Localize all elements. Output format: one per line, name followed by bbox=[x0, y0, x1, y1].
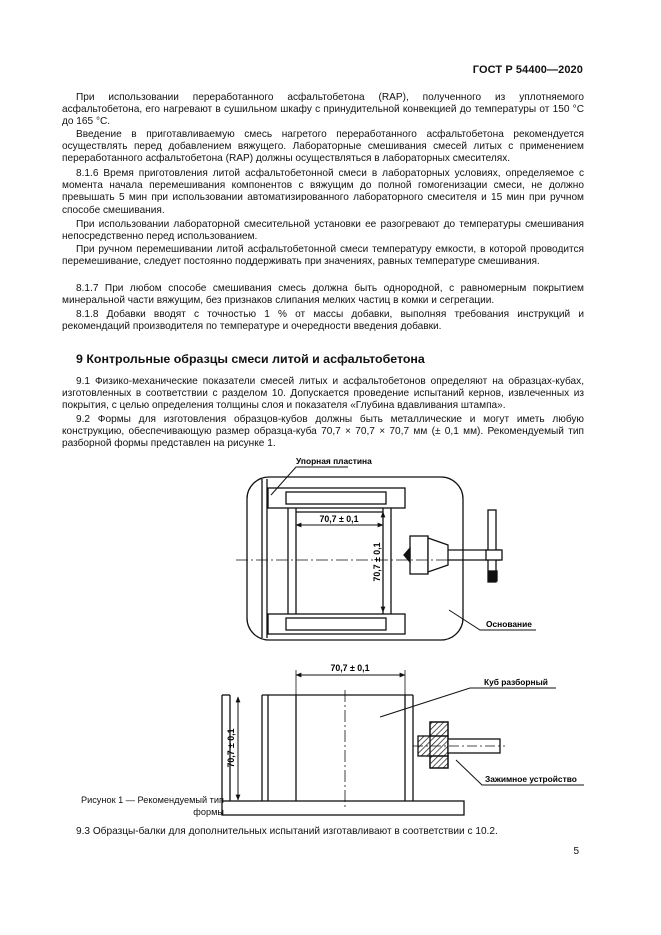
paragraph: При использовании переработанного асфальтобетона (RAP), полученного из уплотняемого асфальтобетона, его нагревают в сушильном шкафу с принудительной конвекцией до температуры от 150 °С до 165 °С. bbox=[62, 92, 584, 128]
dim-bottom-vertical: 70,7 ± 0,1 bbox=[226, 728, 236, 768]
dim-top-vertical: 70,7 ± 0,1 bbox=[372, 542, 382, 582]
label-thrust-plate: Упорная пластина bbox=[296, 456, 372, 466]
paragraph: 8.1.6 Время приготовления литой асфальтобетонной смеси в лабораторных условиях, определяемое с момента начала перемешивания компонентов с вяжущим до полной гомогенизации смеси, не должно превышать 5 мин при использовании автоматизированного лабораторного смесителя и 15 мин при ручном способе смешивания. bbox=[62, 168, 584, 216]
page-number: 5 bbox=[573, 846, 579, 857]
label-clamp: Зажимное устройство bbox=[485, 774, 577, 784]
dim-top-horizontal: 70,7 ± 0,1 bbox=[319, 514, 359, 524]
label-cube: Куб разборный bbox=[484, 677, 548, 687]
paragraph: Введение в приготавливаемую смесь нагретого переработанного асфальтобетона рекомендуется осуществлять перед добавлением вяжущего. Лабораторные смешивания смесей литых с применением переработанного асфальтобетона (RAP) должны осуществляться в лабораторных смесителях. bbox=[62, 129, 584, 165]
paragraph: 9.1 Физико-механические показатели смесей литых и асфальтобетонов определяют на образцах-кубах, изготовленных в соответствии с разделом 10. Допускается проведение испытаний кернов, извлеченных из покрытия, с целью определения толщины слоя и показателя «Глубина вдавливания штампа». bbox=[62, 376, 584, 412]
figure-caption: Рисунок 1 — Рекомендуемый тип формы bbox=[80, 795, 224, 817]
label-base: Основание bbox=[486, 619, 532, 629]
paragraph: 8.1.8 Добавки вводят с точностью 1 % от массы добавки, выполняя требования инструкций и рекомендаций производителя по температуре и очередности введения добавки. bbox=[62, 309, 584, 333]
dim-bottom-horizontal: 70,7 ± 0,1 bbox=[330, 663, 370, 673]
paragraph: При использовании лабораторной смесительной установки ее разогревают до температуры смешивания непосредственно перед использованием. bbox=[62, 219, 584, 243]
section-heading: 9 Контрольные образцы смеси литой и асфальтобетона bbox=[76, 352, 425, 366]
paragraph: 9.2 Формы для изготовления образцов-кубов должны быть металлические и могут иметь любую конструкцию, обеспечивающую размер образца-куба 70,7 × 70,7 × 70,7 мм (± 0,1 мм). Рекомендуемый тип разборной формы представлен на рисунке 1. bbox=[62, 414, 584, 450]
document-header: ГОСТ Р 54400—2020 bbox=[472, 64, 583, 76]
paragraph: При ручном перемешивании литой асфальтобетонной смеси температуру емкости, в которой проводится перемешивание, следует постоянно поддерживать при значениях, равных температуре смешивания. bbox=[62, 244, 584, 268]
paragraph: 8.1.7 При любом способе смешивания смесь должна быть однородной, с равномерным покрытием минеральной части вяжущим, без признаков слипания мелких частиц в комки и сегрегации. bbox=[62, 283, 584, 307]
paragraph: 9.3 Образцы-балки для дополнительных испытаний изготавливают в соответствии с 10.2. bbox=[76, 826, 498, 837]
